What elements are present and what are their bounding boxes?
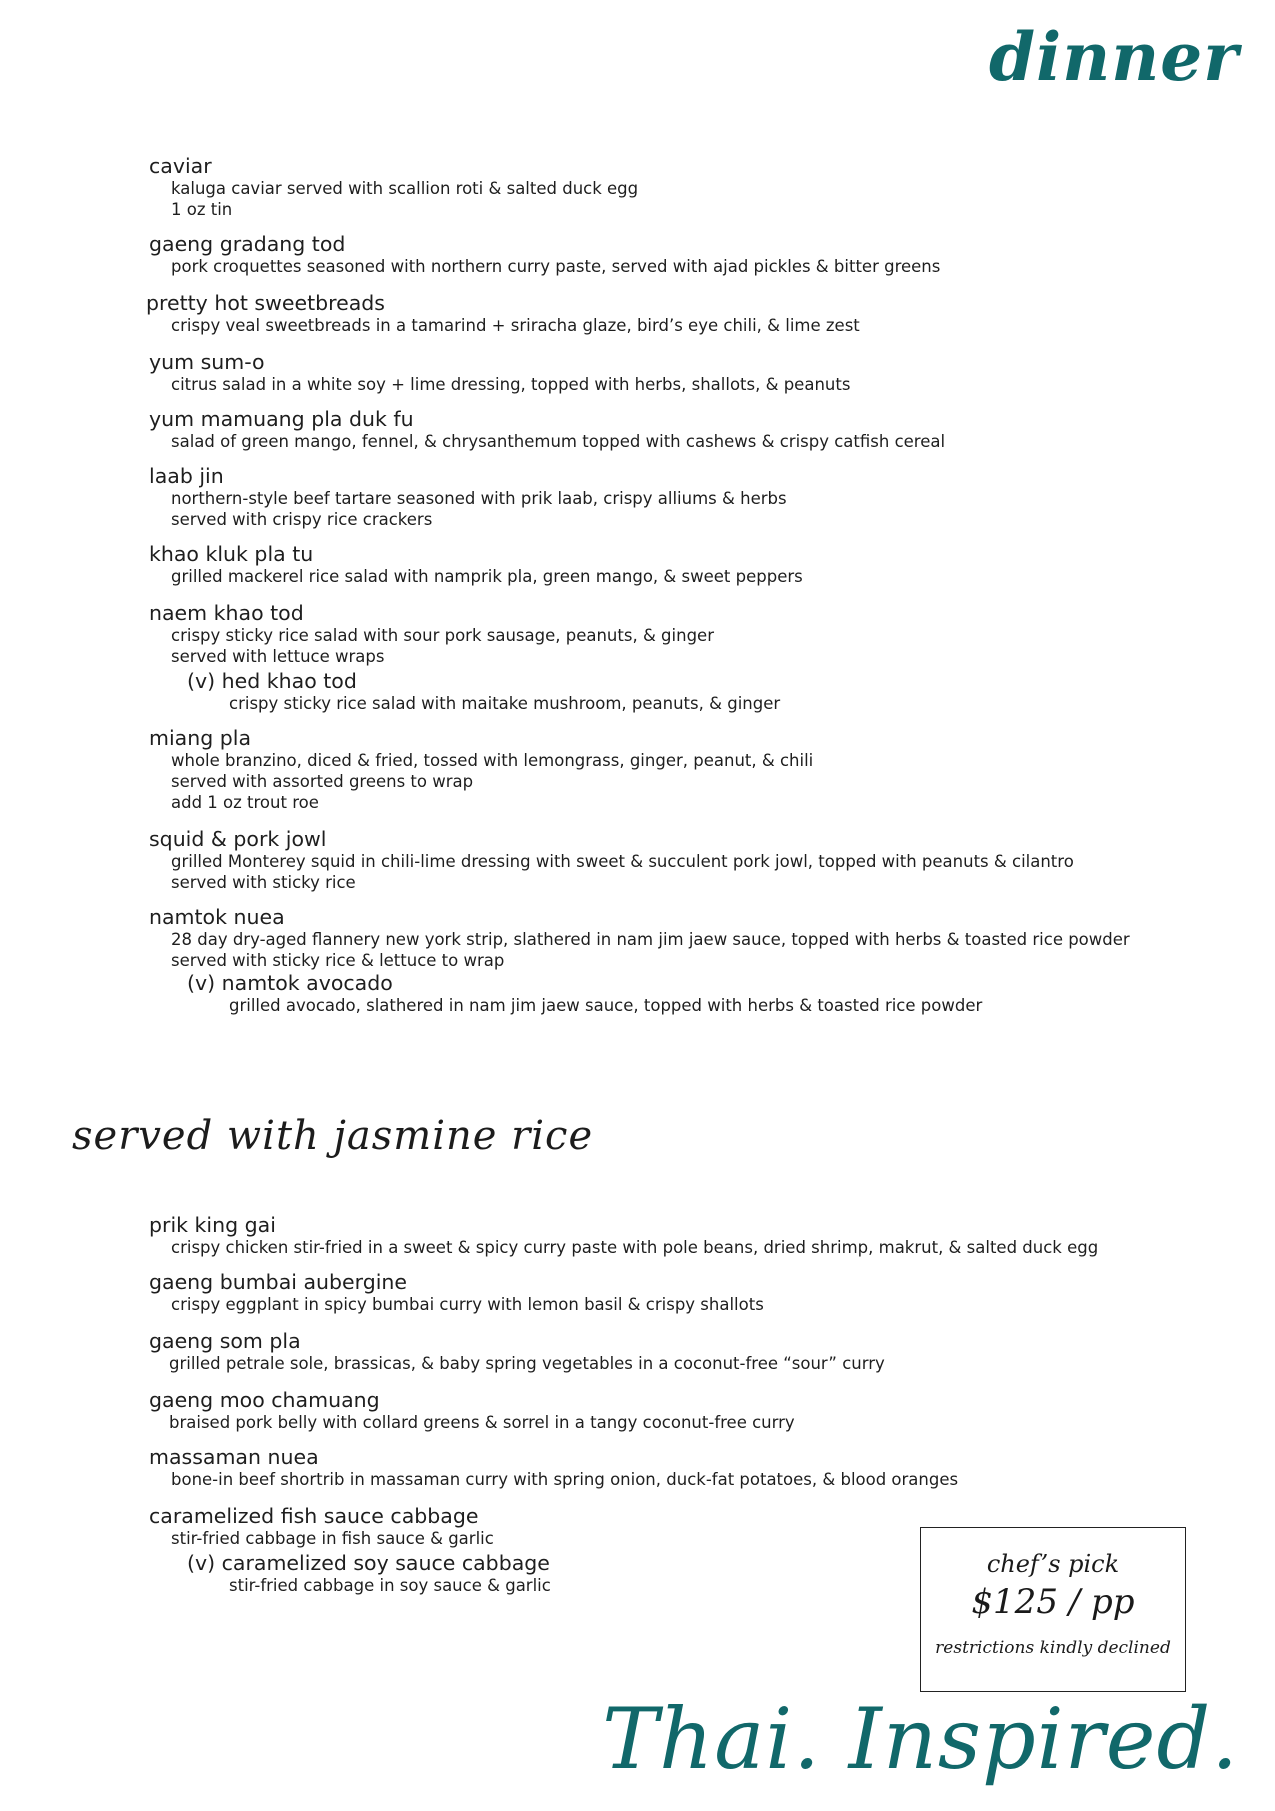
menu-item-desc: pork croquettes seasoned with northern curry paste, served with ajad pickles & bitter greens [171, 257, 941, 276]
menu-item-desc: stir-fried cabbage in fish sauce & garlic [171, 1529, 494, 1548]
menu-item-desc: grilled mackerel rice salad with namprik pla, green mango, & sweet peppers [171, 567, 803, 586]
menu-item [149, 1388, 1275, 1433]
menu-item-name: gaeng gradang tod [149, 232, 346, 256]
menu-item-desc: crispy veal sweetbreads in a tamarind + sriracha glaze, bird’s eye chili, & lime zest [171, 316, 860, 335]
menu-item-desc: grilled Monterey squid in chili-lime dressing with sweet & succulent pork jowl, topped with peanuts & cilantro [171, 852, 1074, 871]
menu-item-name: gaeng bumbai aubergine [149, 1270, 408, 1294]
section-heading: served with jasmine rice [72, 1113, 594, 1159]
menu-item-desc: add 1 oz trout roe [171, 793, 319, 812]
menu-item-desc: served with assorted greens to wrap [171, 772, 474, 791]
menu-item-name: namtok nuea [149, 905, 285, 929]
variant-desc: stir-fried cabbage in soy sauce & garlic [229, 1576, 551, 1595]
menu-item-name: naem khao tod [149, 601, 304, 625]
menu-section-starters [0, 154, 1275, 1016]
chefs-pick-box [920, 1527, 1186, 1692]
menu-item [149, 232, 1275, 277]
menu-item-variant [149, 971, 1275, 1016]
menu-item-desc: kaluga caviar served with scallion roti & salted duck egg [171, 179, 639, 198]
variant-desc: crispy sticky rice salad with maitake mushroom, peanuts, & ginger [229, 694, 781, 713]
menu-item-desc: salad of green mango, fennel, & chrysanthemum topped with cashews & crispy catfish cereal [171, 432, 946, 451]
menu-item-name: yum sum-o [149, 350, 265, 374]
menu-item-desc: crispy sticky rice salad with sour pork sausage, peanuts, & ginger [171, 626, 714, 645]
menu-item-desc: 28 day dry-aged flannery new york strip, slathered in nam jim jaew sauce, topped with herbs & toasted rice powder [171, 930, 1130, 949]
menu-item-desc: 1 oz tin [171, 200, 233, 219]
menu-item [149, 464, 1275, 530]
menu-item [149, 726, 1275, 813]
menu-item [149, 827, 1275, 893]
menu-item-desc: served with sticky rice [171, 873, 356, 892]
menu-item-name: khao kluk pla tu [149, 542, 314, 566]
variant-desc: grilled avocado, slathered in nam jim jaew sauce, topped with herbs & toasted rice powder [229, 996, 983, 1015]
menu-item-desc: grilled petrale sole, brassicas, & baby spring vegetables in a coconut-free “sour” curry [169, 1354, 885, 1373]
menu-item [146, 291, 1275, 336]
menu-item-name: caramelized fish sauce cabbage [149, 1504, 479, 1528]
menu-item [149, 407, 1275, 452]
menu-item [149, 350, 1275, 395]
menu-item-name: miang pla [149, 726, 252, 750]
menu-item-name: laab jin [149, 464, 224, 488]
variant-name: (v) caramelized soy sauce cabbage [187, 1551, 550, 1575]
menu-item-name: prik king gai [149, 1213, 276, 1237]
menu-item-desc: served with sticky rice & lettuce to wrap [171, 951, 505, 970]
menu-item [149, 1445, 1275, 1490]
menu-item-name: yum mamuang pla duk fu [149, 407, 414, 431]
variant-name: (v) hed khao tod [187, 669, 357, 693]
chefs-pick-label: chef’s pick [986, 1550, 1120, 1578]
menu-item [149, 601, 1275, 714]
menu-item [149, 154, 1275, 220]
menu-item-desc: bone-in beef shortrib in massaman curry with spring onion, duck-fat potatoes, & blood oranges [171, 1470, 959, 1489]
menu-item [149, 1329, 1275, 1374]
menu-item-name: pretty hot sweetbreads [146, 291, 385, 315]
chefs-pick-price: $125 / pp [971, 1582, 1135, 1622]
menu-item-desc: citrus salad in a white soy + lime dressing, topped with herbs, shallots, & peanuts [171, 375, 851, 394]
menu-item [149, 905, 1275, 1016]
menu-item-name: gaeng som pla [149, 1329, 301, 1353]
menu-item-desc: crispy eggplant in spicy bumbai curry with lemon basil & crispy shallots [171, 1295, 764, 1314]
menu-item-name: massaman nuea [149, 1445, 319, 1469]
menu-item-desc: whole branzino, diced & fried, tossed with lemongrass, ginger, peanut, & chili [171, 751, 814, 770]
menu-item-name: caviar [149, 154, 212, 178]
menu-item-name: gaeng moo chamuang [149, 1388, 380, 1412]
menu-item-desc: served with lettuce wraps [171, 647, 385, 666]
menu-item-desc: braised pork belly with collard greens & sorrel in a tangy coconut-free curry [169, 1413, 795, 1432]
chefs-pick-note: restrictions kindly declined [935, 1638, 1171, 1658]
menu-item-name: squid & pork jowl [149, 827, 327, 851]
menu-item-variant [149, 669, 1275, 714]
menu-item [149, 1213, 1275, 1258]
menu-item [149, 542, 1275, 587]
menu-item [149, 1270, 1275, 1315]
menu-item-desc: northern-style beef tartare seasoned with prik laab, crispy alliums & herbs [171, 489, 787, 508]
menu-item-desc: served with crispy rice crackers [171, 510, 433, 529]
page-title: dinner [989, 18, 1239, 96]
menu-item-desc: crispy chicken stir-fried in a sweet & spicy curry paste with pole beans, dried shrimp, makrut, & salted duck egg [171, 1238, 1099, 1257]
footer-slogan: Thai. Inspired. [602, 1690, 1239, 1788]
variant-name: (v) namtok avocado [187, 971, 393, 995]
